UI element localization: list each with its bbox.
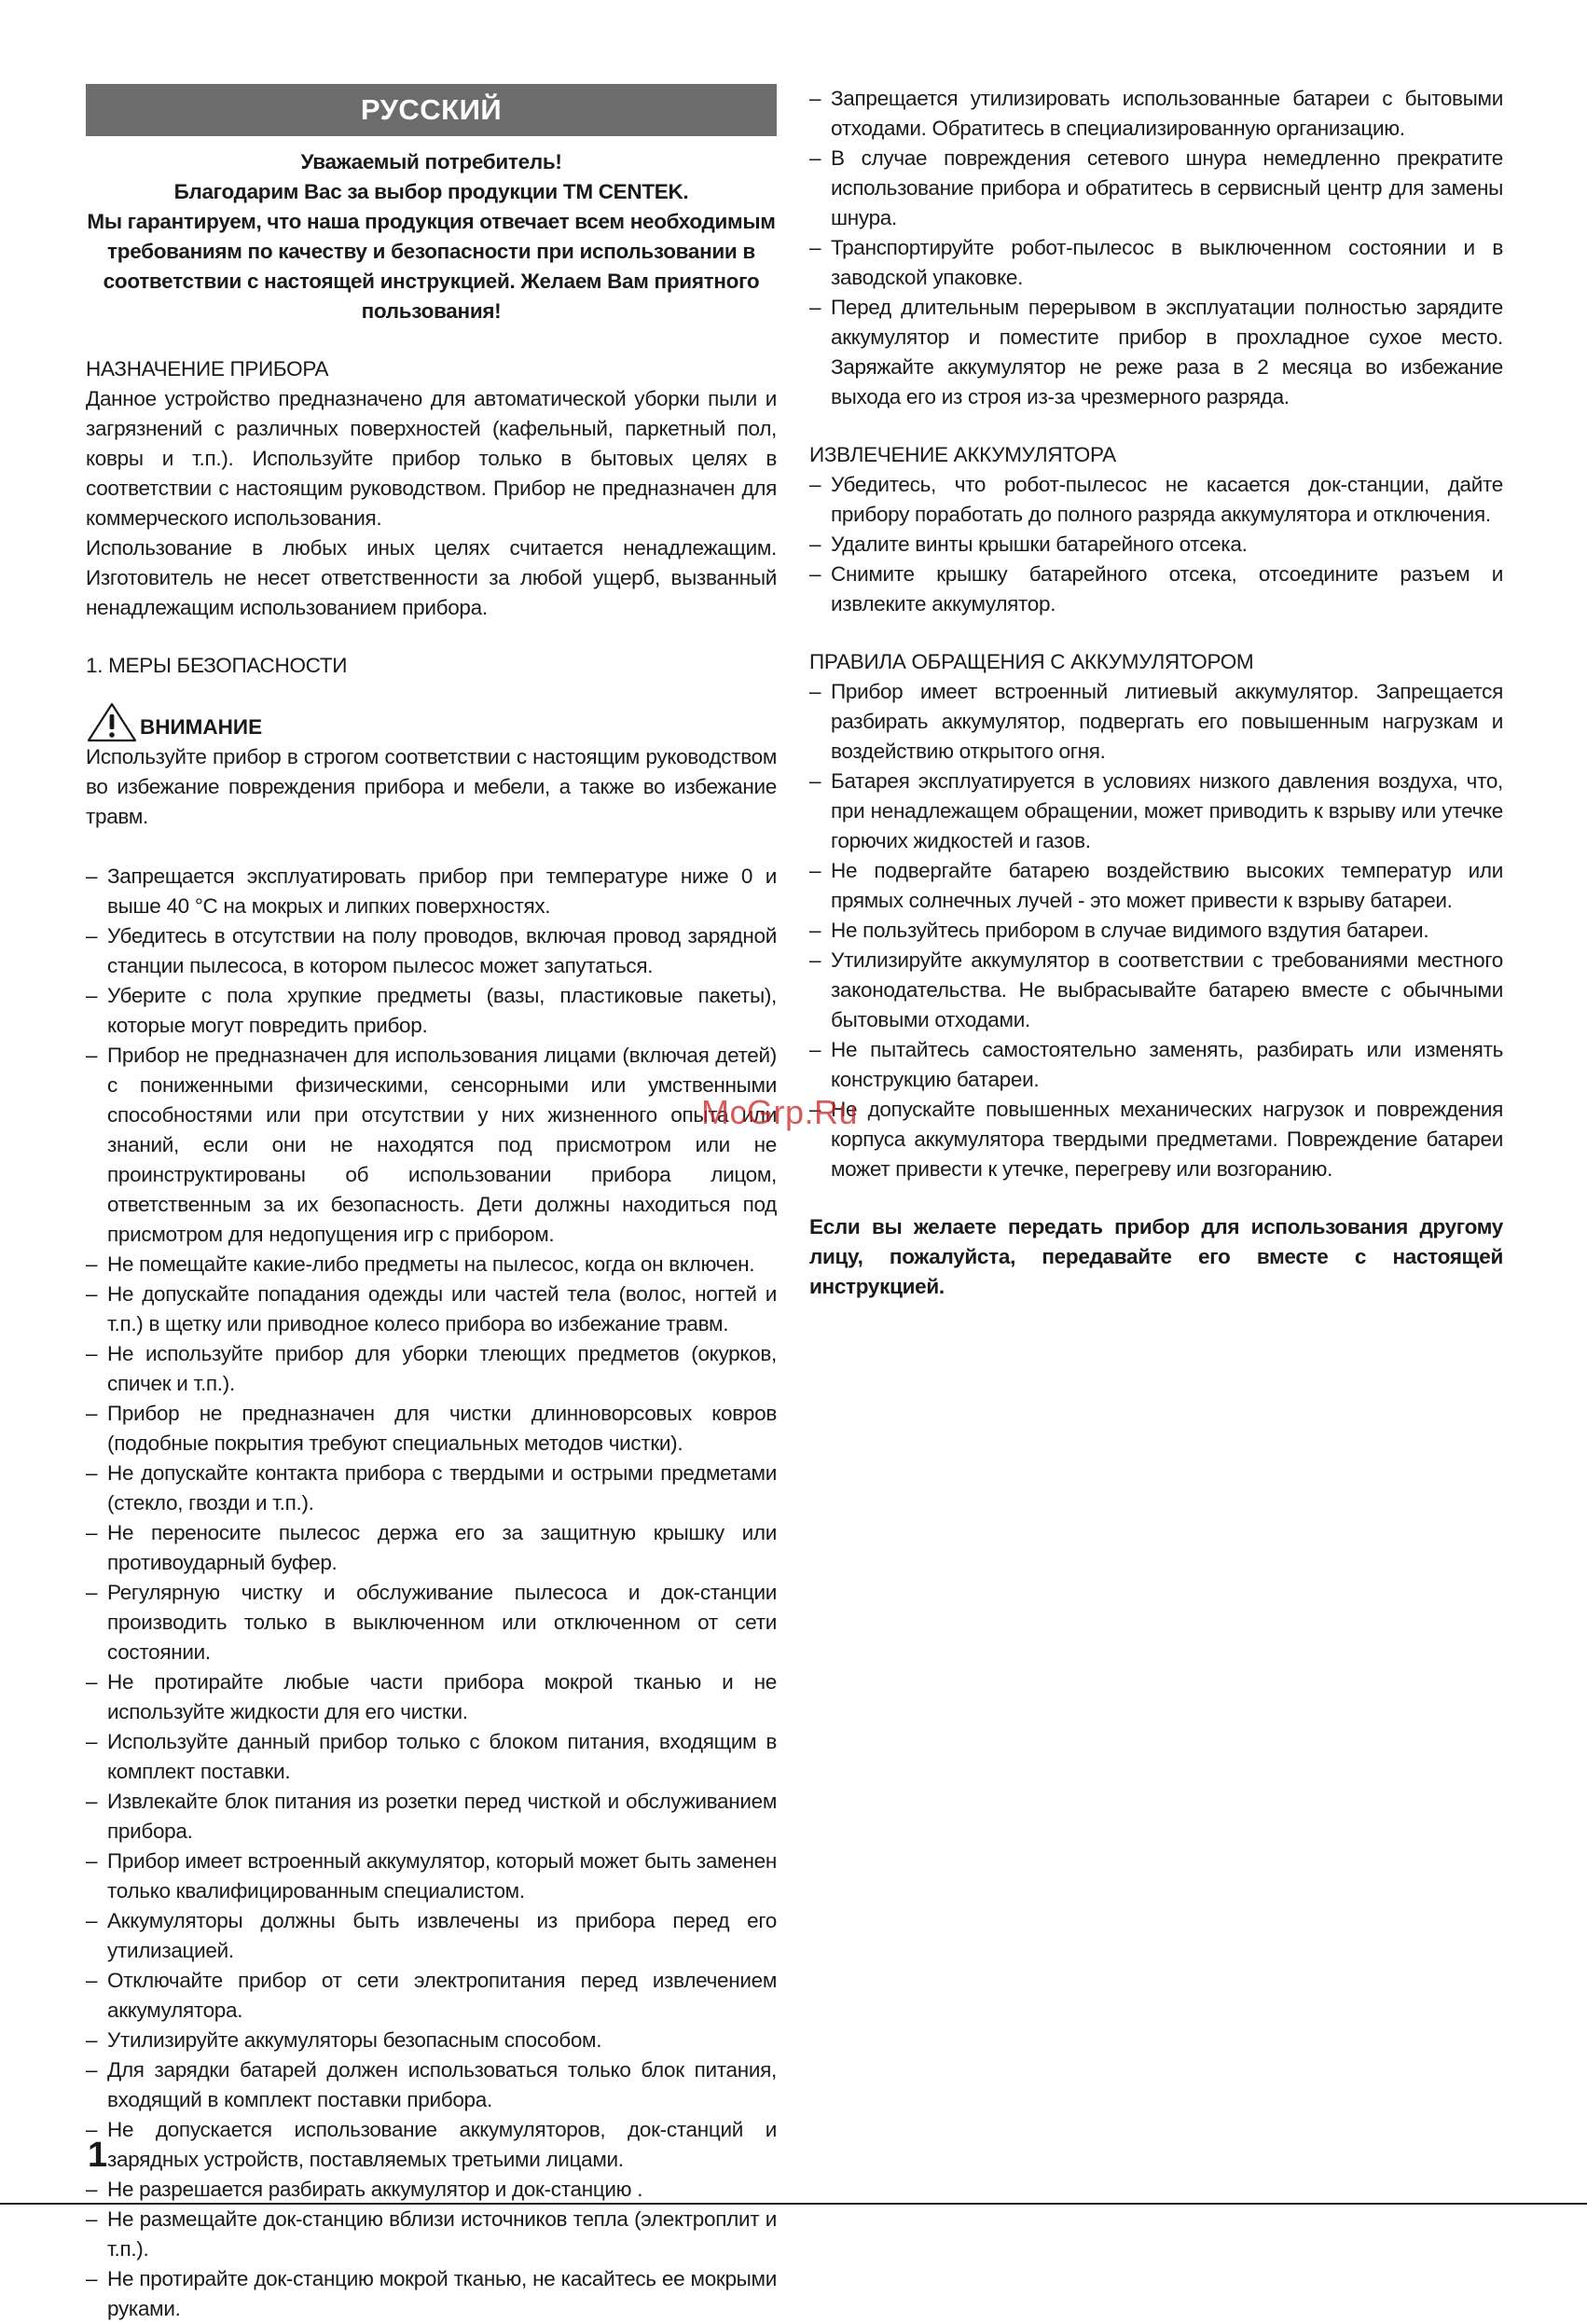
safety-section [86,651,777,2324]
section-title: 1. МЕРЫ БЕЗОПАСНОСТИ [86,654,348,677]
right-column [809,84,1503,1302]
list-item: – Не пытайтесь самостоятельно заменять, разбирать или изменять конструкцию батареи. [809,1035,1503,1095]
list-item: – Утилизируйте аккумулятор в соответствии с требованиями местного законодательства. Не выбрасывайте батарею вместе с обычными бытовыми отходами. [809,946,1503,1035]
final-note: Если вы желаете передать прибор для использования другому лицу, пожалуйста, передавайте его вместе с настоящей инструкцией. [809,1215,1503,1298]
section-title: НАЗНАЧЕНИЕ ПРИБОРА [86,357,329,380]
list-item: – Не разрешается разбирать аккумулятор и док-станцию . [86,2175,777,2205]
list-item: – Убедитесь в отсутствии на полу проводов, включая провод зарядной станции пылесоса, в котором пылесос может запутаться. [86,921,777,981]
bottom-divider [0,2203,1587,2205]
section-title: ИЗВЛЕЧЕНИЕ АККУМУЛЯТОРА [809,443,1116,466]
paragraph: Использование в любых иных целях считается ненадлежащим. Изготовитель не несет ответственности за любой ущерб, вызванный ненадлежащим использованием прибора. [86,536,777,619]
list-item: – Не допускайте повышенных механических нагрузок и повреждения корпуса аккумулятора твердыми предметами. Повреждение батареи может привести к утечке, перегреву или возгоранию. [809,1095,1503,1184]
list-item: – Не размещайте док-станцию вблизи источников тепла (электроплит и т.п.). [86,2205,777,2264]
watermark: McGrp.Ru [701,1093,859,1131]
list-item: – Не протирайте любые части прибора мокрой тканью и не используйте жидкости для его чистки. [86,1667,777,1727]
warning-header [86,701,777,742]
purpose-section [86,354,777,623]
battery-removal-section [809,440,1503,619]
list-item: – Прибор имеет встроенный литиевый аккумулятор. Запрещается разбирать аккумулятор, подвергать его повышенным нагрузкам и воздействию открытого огня. [809,677,1503,767]
warning-text: Используйте прибор в строгом соответствии с настоящим руководством во избежание повреждения прибора и мебели, а также во избежание травм. [86,745,777,828]
list-item: – Извлекайте блок питания из розетки перед чисткой и обслуживанием прибора. [86,1787,777,1847]
list-item: – Не допускается использование аккумуляторов, док-станций и зарядных устройств, поставляемых третьими лицами. [86,2115,777,2175]
battery-rules-list [809,677,1503,1184]
list-item: – Не переносите пылесос держа его за защитную крышку или противоударный буфер. [86,1518,777,1578]
list-item: – Запрещается эксплуатировать прибор при температуре ниже 0 и выше 40 °С на мокрых и липких поверхностях. [86,862,777,921]
list-item: – Для зарядки батарей должен использоваться только блок питания, входящий в комплект поставки прибора. [86,2055,777,2115]
list-item: – Перед длительным перерывом в эксплуатации полностью зарядите аккумулятор и поместите прибор в прохладное сухое место. Заряжайте аккумулятор не реже раза в 2 месяца во избежание выхода его из строя из-за чрезмерного разряда. [809,293,1503,412]
language-header: РУССКИЙ [86,84,777,136]
intro-greeting [86,147,777,326]
list-item: – Снимите крышку батарейного отсека, отсоедините разъем и извлеките аккумулятор. [809,560,1503,619]
list-item: – Не пользуйтесь прибором в случае видимого вздутия батареи. [809,916,1503,946]
list-item: – Не помещайте какие-либо предметы на пылесос, когда он включен. [86,1250,777,1280]
list-item: – Прибор не предназначен для использования лицами (включая детей) с пониженными физическими, сенсорными или умственными способностями или при отсутствии у них жизненного опыта или знаний, если они не находятся под присмотром или не проинструктированы об использовании прибора лицом, ответственным за их безопасность. Дети должны находиться под присмотром для недопущения игр с прибором. [86,1041,777,1250]
list-item: – Не допускайте попадания одежды или частей тела (волос, ногтей и т.п.) в щетку или приводное колесо прибора во избежание травм. [86,1280,777,1339]
list-item: – Отключайте прибор от сети электропитания перед извлечением аккумулятора. [86,1966,777,2026]
page-number: 1 [88,2136,108,2175]
list-item: – Не протирайте док-станцию мокрой тканью, не касайтесь ее мокрыми руками. [86,2264,777,2324]
safety-list [86,862,777,2324]
list-item: – В случае повреждения сетевого шнура немедленно прекратите использование прибора и обратитесь в сервисный центр для замены шнура. [809,144,1503,233]
list-item: – Регулярную чистку и обслуживание пылесоса и док-станции производить только в выключенном или отключенном от сети состоянии. [86,1578,777,1667]
list-item: – Запрещается утилизировать использованные батареи с бытовыми отходами. Обратитесь в специализированную организацию. [809,84,1503,144]
intro-line: Благодарим Вас за выбор продукции ТМ CENTEK. [173,180,689,203]
list-item: – Не подвергайте батарею воздействию высоких температур или прямых солнечных лучей - это может привести к взрыву батареи. [809,856,1503,916]
left-column [86,84,777,2324]
list-item: – Аккумуляторы должны быть извлечены из прибора перед его утилизацией. [86,1906,777,1966]
warning-triangle-icon [86,701,138,742]
list-item: – Не допускайте контакта прибора с твердыми и острыми предметами (стекло, гвозди и т.п.). [86,1459,777,1518]
intro-line: Мы гарантируем, что наша продукция отвечает всем необходимым требованиям по качеству и безопасности при использовании в соответствии с настоящей инструкцией. Желаем Вам приятного пользования! [87,210,776,323]
list-item: – Используйте данный прибор только с блоком питания, входящим в комплект поставки. [86,1727,777,1787]
safety-list-continued [809,84,1503,412]
list-item: – Прибор имеет встроенный аккумулятор, который может быть заменен только квалифицированным специалистом. [86,1847,777,1906]
list-item: – Убедитесь, что робот-пылесос не касается док-станции, дайте прибору поработать до полного разряда аккумулятора и отключения. [809,470,1503,530]
list-item: – Удалите винты крышки батарейного отсека. [809,530,1503,560]
battery-removal-list [809,470,1503,619]
list-item: – Транспортируйте робот-пылесос в выключенном состоянии и в заводской упаковке. [809,233,1503,293]
list-item: – Прибор не предназначен для чистки длинноворсовых ковров (подобные покрытия требуют специальных методов чистки). [86,1399,777,1459]
battery-rules-section [809,647,1503,1184]
list-item: – Не используйте прибор для уборки тлеющих предметов (окурков, спичек и т.п.). [86,1339,777,1399]
section-title: ПРАВИЛА ОБРАЩЕНИЯ С АККУМУЛЯТОРОМ [809,650,1254,673]
intro-line: Уважаемый потребитель! [300,150,562,173]
list-item: – Утилизируйте аккумуляторы безопасным способом. [86,2026,777,2055]
list-item: – Батарея эксплуатируется в условиях низкого давления воздуха, что, при ненадлежащем обращении, может приводить к взрыву или утечке горючих жидкостей и газов. [809,767,1503,856]
warning-label: ВНИМАНИЕ [140,715,263,739]
paragraph: Данное устройство предназначено для автоматической уборки пыли и загрязнений с различных поверхностей (кафельный, паркетный пол, ковры и т.п.). Используйте прибор только в бытовых целях в соответствии с настоящим руководством. Прибор не предназначен для коммерческого использования. [86,387,777,530]
list-item: – Уберите с пола хрупкие предметы (вазы, пластиковые пакеты), которые могут повредить прибор. [86,981,777,1041]
